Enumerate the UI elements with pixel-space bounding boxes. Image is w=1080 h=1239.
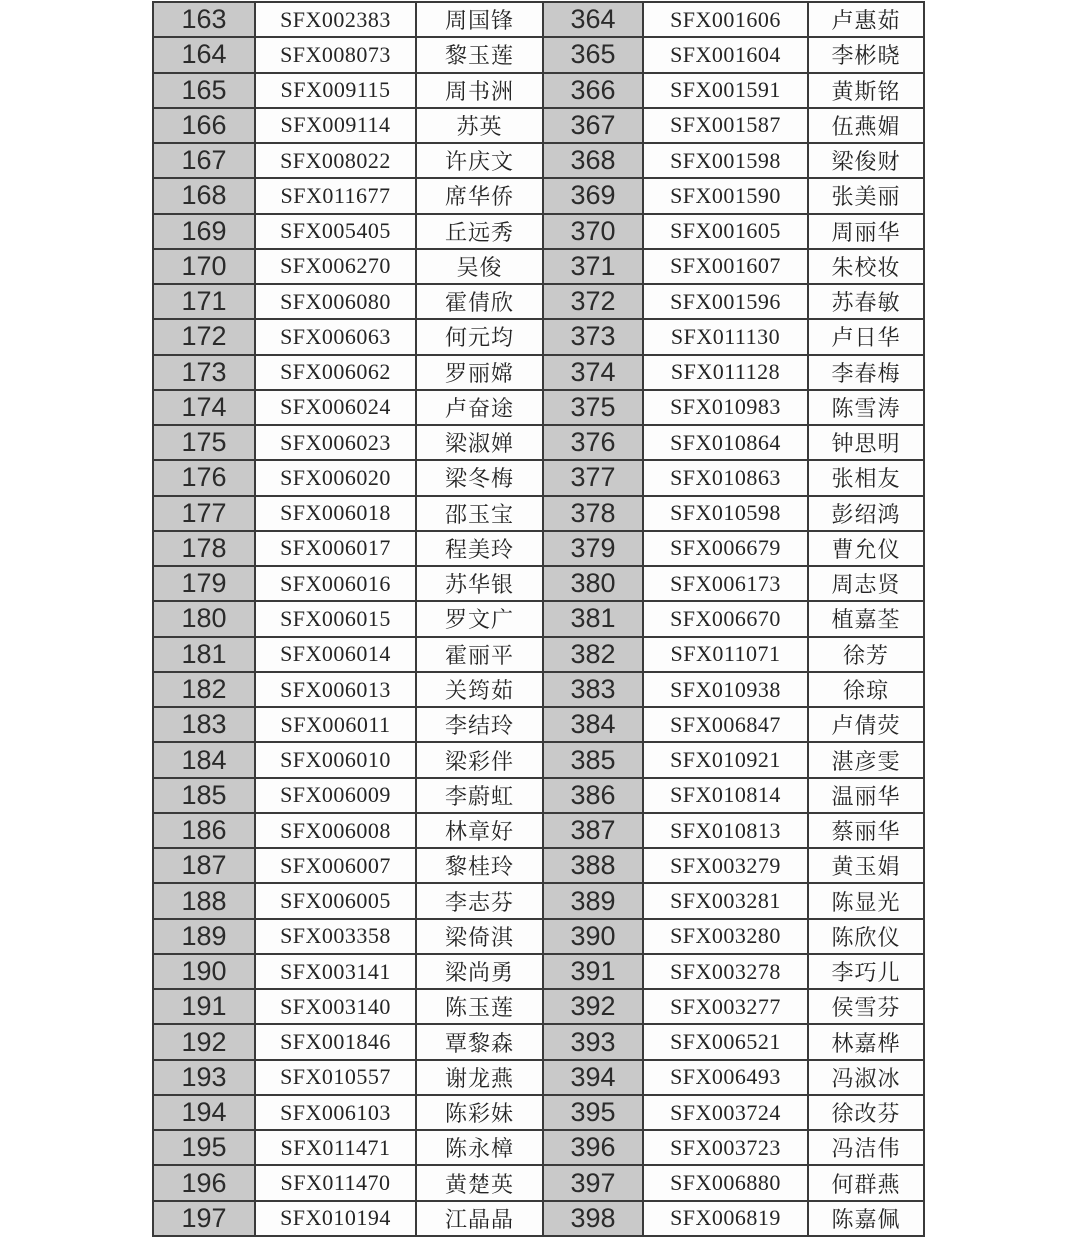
row-number-cell: 392 [544, 990, 644, 1025]
student-name-cell: 钟思明 [809, 426, 925, 461]
student-code-cell: SFX006024 [256, 391, 417, 426]
student-code-cell: SFX006010 [256, 743, 417, 778]
student-name-cell: 冯淑冰 [809, 1061, 925, 1096]
row-number-cell: 179 [154, 567, 256, 602]
student-code-cell: SFX006103 [256, 1096, 417, 1131]
student-name-cell: 谢龙燕 [417, 1061, 544, 1096]
row-number-cell: 193 [154, 1061, 256, 1096]
student-code-cell: SFX010938 [644, 673, 809, 708]
row-number-cell: 394 [544, 1061, 644, 1096]
student-name-cell: 霍丽平 [417, 638, 544, 673]
student-name-cell: 黎玉莲 [417, 38, 544, 73]
student-code-cell: SFX010921 [644, 743, 809, 778]
student-name-cell: 周丽华 [809, 215, 925, 250]
student-name-cell: 卢倩荧 [809, 708, 925, 743]
row-number-cell: 165 [154, 74, 256, 109]
row-number-cell: 368 [544, 144, 644, 179]
student-name-cell: 何群燕 [809, 1166, 925, 1201]
row-number-cell: 178 [154, 532, 256, 567]
student-code-cell: SFX009115 [256, 74, 417, 109]
student-name-cell: 梁尚勇 [417, 955, 544, 990]
student-code-cell: SFX009114 [256, 109, 417, 144]
row-number-cell: 373 [544, 320, 644, 355]
row-number-cell: 395 [544, 1096, 644, 1131]
student-code-cell: SFX003141 [256, 955, 417, 990]
row-number-cell: 393 [544, 1025, 644, 1060]
student-code-cell: SFX011471 [256, 1131, 417, 1166]
row-number-cell: 377 [544, 461, 644, 496]
row-number-cell: 384 [544, 708, 644, 743]
student-code-cell: SFX011071 [644, 638, 809, 673]
student-code-cell: SFX006173 [644, 567, 809, 602]
row-number-cell: 364 [544, 3, 644, 38]
row-number-cell: 379 [544, 532, 644, 567]
row-number-cell: 191 [154, 990, 256, 1025]
student-name-cell: 梁冬梅 [417, 461, 544, 496]
student-code-cell: SFX006016 [256, 567, 417, 602]
row-number-cell: 180 [154, 602, 256, 637]
student-name-cell: 罗丽嫦 [417, 356, 544, 391]
row-number-cell: 375 [544, 391, 644, 426]
student-name-cell: 彭绍鸿 [809, 497, 925, 532]
student-code-cell: SFX003280 [644, 920, 809, 955]
row-number-cell: 369 [544, 179, 644, 214]
row-number-cell: 396 [544, 1131, 644, 1166]
student-name-cell: 陈欣仪 [809, 920, 925, 955]
student-code-cell: SFX006011 [256, 708, 417, 743]
student-code-cell: SFX003281 [644, 884, 809, 919]
student-code-cell: SFX006008 [256, 814, 417, 849]
row-number-cell: 187 [154, 849, 256, 884]
student-name-cell: 苏英 [417, 109, 544, 144]
row-number-cell: 366 [544, 74, 644, 109]
row-number-cell: 370 [544, 215, 644, 250]
student-code-cell: SFX010983 [644, 391, 809, 426]
student-name-cell: 覃黎森 [417, 1025, 544, 1060]
student-code-cell: SFX006063 [256, 320, 417, 355]
row-number-cell: 190 [154, 955, 256, 990]
row-number-cell: 397 [544, 1166, 644, 1201]
student-code-cell: SFX006014 [256, 638, 417, 673]
student-code-cell: SFX001605 [644, 215, 809, 250]
student-name-cell: 吴俊 [417, 250, 544, 285]
row-number-cell: 194 [154, 1096, 256, 1131]
student-code-cell: SFX006018 [256, 497, 417, 532]
student-name-cell: 苏春敏 [809, 285, 925, 320]
student-code-cell: SFX006015 [256, 602, 417, 637]
student-name-cell: 黎桂玲 [417, 849, 544, 884]
student-name-cell: 湛彦雯 [809, 743, 925, 778]
student-name-cell: 卢惠茹 [809, 3, 925, 38]
row-number-cell: 385 [544, 743, 644, 778]
roster-table-right [544, 1, 925, 1237]
student-code-cell: SFX001590 [644, 179, 809, 214]
student-code-cell: SFX001587 [644, 109, 809, 144]
row-number-cell: 177 [154, 497, 256, 532]
row-number-cell: 195 [154, 1131, 256, 1166]
student-code-cell: SFX010864 [644, 426, 809, 461]
student-name-cell: 李彬晓 [809, 38, 925, 73]
row-number-cell: 163 [154, 3, 256, 38]
row-number-cell: 367 [544, 109, 644, 144]
row-number-cell: 388 [544, 849, 644, 884]
student-code-cell: SFX003279 [644, 849, 809, 884]
row-number-cell: 182 [154, 673, 256, 708]
row-number-cell: 196 [154, 1166, 256, 1201]
row-number-cell: 371 [544, 250, 644, 285]
student-code-cell: SFX006080 [256, 285, 417, 320]
student-name-cell: 陈玉莲 [417, 990, 544, 1025]
student-name-cell: 关筠茹 [417, 673, 544, 708]
student-code-cell: SFX006009 [256, 779, 417, 814]
student-code-cell: SFX003724 [644, 1096, 809, 1131]
student-code-cell: SFX011470 [256, 1166, 417, 1201]
student-name-cell: 黄斯铭 [809, 74, 925, 109]
student-name-cell: 陈嘉佩 [809, 1202, 925, 1237]
student-code-cell: SFX011677 [256, 179, 417, 214]
row-number-cell: 380 [544, 567, 644, 602]
student-code-cell: SFX010863 [644, 461, 809, 496]
student-code-cell: SFX006847 [644, 708, 809, 743]
student-name-cell: 李春梅 [809, 356, 925, 391]
row-number-cell: 387 [544, 814, 644, 849]
student-code-cell: SFX003140 [256, 990, 417, 1025]
student-code-cell: SFX006270 [256, 250, 417, 285]
student-name-cell: 李结玲 [417, 708, 544, 743]
student-code-cell: SFX006880 [644, 1166, 809, 1201]
row-number-cell: 390 [544, 920, 644, 955]
row-number-cell: 181 [154, 638, 256, 673]
row-number-cell: 168 [154, 179, 256, 214]
student-code-cell: SFX001607 [644, 250, 809, 285]
row-number-cell: 170 [154, 250, 256, 285]
student-code-cell: SFX003277 [644, 990, 809, 1025]
student-name-cell: 许庆文 [417, 144, 544, 179]
student-code-cell: SFX006062 [256, 356, 417, 391]
student-code-cell: SFX005405 [256, 215, 417, 250]
student-code-cell: SFX010598 [644, 497, 809, 532]
row-number-cell: 164 [154, 38, 256, 73]
student-name-cell: 徐芳 [809, 638, 925, 673]
row-number-cell: 376 [544, 426, 644, 461]
student-name-cell: 李志芬 [417, 884, 544, 919]
row-number-cell: 383 [544, 673, 644, 708]
student-code-cell: SFX010557 [256, 1061, 417, 1096]
student-name-cell: 李蔚虹 [417, 779, 544, 814]
row-number-cell: 174 [154, 391, 256, 426]
student-name-cell: 李巧儿 [809, 955, 925, 990]
student-name-cell: 温丽华 [809, 779, 925, 814]
student-code-cell: SFX003358 [256, 920, 417, 955]
student-code-cell: SFX006679 [644, 532, 809, 567]
student-code-cell: SFX006819 [644, 1202, 809, 1237]
student-code-cell: SFX006005 [256, 884, 417, 919]
student-name-cell: 张相友 [809, 461, 925, 496]
row-number-cell: 169 [154, 215, 256, 250]
student-name-cell: 林嘉桦 [809, 1025, 925, 1060]
student-name-cell: 林章好 [417, 814, 544, 849]
student-code-cell: SFX001596 [644, 285, 809, 320]
row-number-cell: 189 [154, 920, 256, 955]
student-name-cell: 席华侨 [417, 179, 544, 214]
student-name-cell: 张美丽 [809, 179, 925, 214]
student-name-cell: 苏华银 [417, 567, 544, 602]
row-number-cell: 382 [544, 638, 644, 673]
student-code-cell: SFX006017 [256, 532, 417, 567]
student-name-cell: 梁俊财 [809, 144, 925, 179]
student-code-cell: SFX006023 [256, 426, 417, 461]
student-code-cell: SFX006521 [644, 1025, 809, 1060]
student-name-cell: 何元均 [417, 320, 544, 355]
student-code-cell: SFX006013 [256, 673, 417, 708]
student-code-cell: SFX001604 [644, 38, 809, 73]
row-number-cell: 374 [544, 356, 644, 391]
student-name-cell: 冯洁伟 [809, 1131, 925, 1166]
student-name-cell: 周书洲 [417, 74, 544, 109]
roster-tables [152, 1, 925, 1237]
row-number-cell: 184 [154, 743, 256, 778]
row-number-cell: 389 [544, 884, 644, 919]
student-name-cell: 徐琼 [809, 673, 925, 708]
student-code-cell: SFX011130 [644, 320, 809, 355]
student-code-cell: SFX001846 [256, 1025, 417, 1060]
row-number-cell: 185 [154, 779, 256, 814]
row-number-cell: 197 [154, 1202, 256, 1237]
roster-table-left [152, 1, 544, 1237]
student-name-cell: 丘远秀 [417, 215, 544, 250]
student-name-cell: 周志贤 [809, 567, 925, 602]
student-name-cell: 朱校妆 [809, 250, 925, 285]
row-number-cell: 175 [154, 426, 256, 461]
row-number-cell: 188 [154, 884, 256, 919]
row-number-cell: 386 [544, 779, 644, 814]
student-name-cell: 伍燕媚 [809, 109, 925, 144]
student-name-cell: 霍倩欣 [417, 285, 544, 320]
row-number-cell: 176 [154, 461, 256, 496]
student-code-cell: SFX006007 [256, 849, 417, 884]
student-name-cell: 陈雪涛 [809, 391, 925, 426]
student-name-cell: 侯雪芬 [809, 990, 925, 1025]
student-code-cell: SFX002383 [256, 3, 417, 38]
row-number-cell: 365 [544, 38, 644, 73]
student-name-cell: 梁倚淇 [417, 920, 544, 955]
student-code-cell: SFX006020 [256, 461, 417, 496]
row-number-cell: 398 [544, 1202, 644, 1237]
student-name-cell: 陈永樟 [417, 1131, 544, 1166]
row-number-cell: 183 [154, 708, 256, 743]
student-code-cell: SFX006493 [644, 1061, 809, 1096]
row-number-cell: 381 [544, 602, 644, 637]
student-code-cell: SFX001606 [644, 3, 809, 38]
row-number-cell: 173 [154, 356, 256, 391]
student-name-cell: 邵玉宝 [417, 497, 544, 532]
student-code-cell: SFX010813 [644, 814, 809, 849]
student-code-cell: SFX001591 [644, 74, 809, 109]
row-number-cell: 166 [154, 109, 256, 144]
student-code-cell: SFX003278 [644, 955, 809, 990]
student-code-cell: SFX008022 [256, 144, 417, 179]
student-name-cell: 植嘉荃 [809, 602, 925, 637]
student-code-cell: SFX001598 [644, 144, 809, 179]
student-name-cell: 江晶晶 [417, 1202, 544, 1237]
student-name-cell: 蔡丽华 [809, 814, 925, 849]
student-code-cell: SFX006670 [644, 602, 809, 637]
student-name-cell: 周国锋 [417, 3, 544, 38]
row-number-cell: 391 [544, 955, 644, 990]
student-code-cell: SFX003723 [644, 1131, 809, 1166]
student-code-cell: SFX008073 [256, 38, 417, 73]
student-code-cell: SFX010814 [644, 779, 809, 814]
student-name-cell: 卢日华 [809, 320, 925, 355]
row-number-cell: 192 [154, 1025, 256, 1060]
student-name-cell: 徐改芬 [809, 1096, 925, 1131]
student-name-cell: 陈彩妹 [417, 1096, 544, 1131]
student-code-cell: SFX010194 [256, 1202, 417, 1237]
row-number-cell: 167 [154, 144, 256, 179]
student-code-cell: SFX011128 [644, 356, 809, 391]
student-name-cell: 梁淑婵 [417, 426, 544, 461]
student-name-cell: 黄玉娟 [809, 849, 925, 884]
row-number-cell: 372 [544, 285, 644, 320]
student-name-cell: 卢奋途 [417, 391, 544, 426]
student-name-cell: 黄楚英 [417, 1166, 544, 1201]
row-number-cell: 172 [154, 320, 256, 355]
row-number-cell: 186 [154, 814, 256, 849]
row-number-cell: 378 [544, 497, 644, 532]
student-name-cell: 罗文广 [417, 602, 544, 637]
student-name-cell: 程美玲 [417, 532, 544, 567]
student-name-cell: 曹允仪 [809, 532, 925, 567]
student-name-cell: 陈显光 [809, 884, 925, 919]
row-number-cell: 171 [154, 285, 256, 320]
student-name-cell: 梁彩伴 [417, 743, 544, 778]
